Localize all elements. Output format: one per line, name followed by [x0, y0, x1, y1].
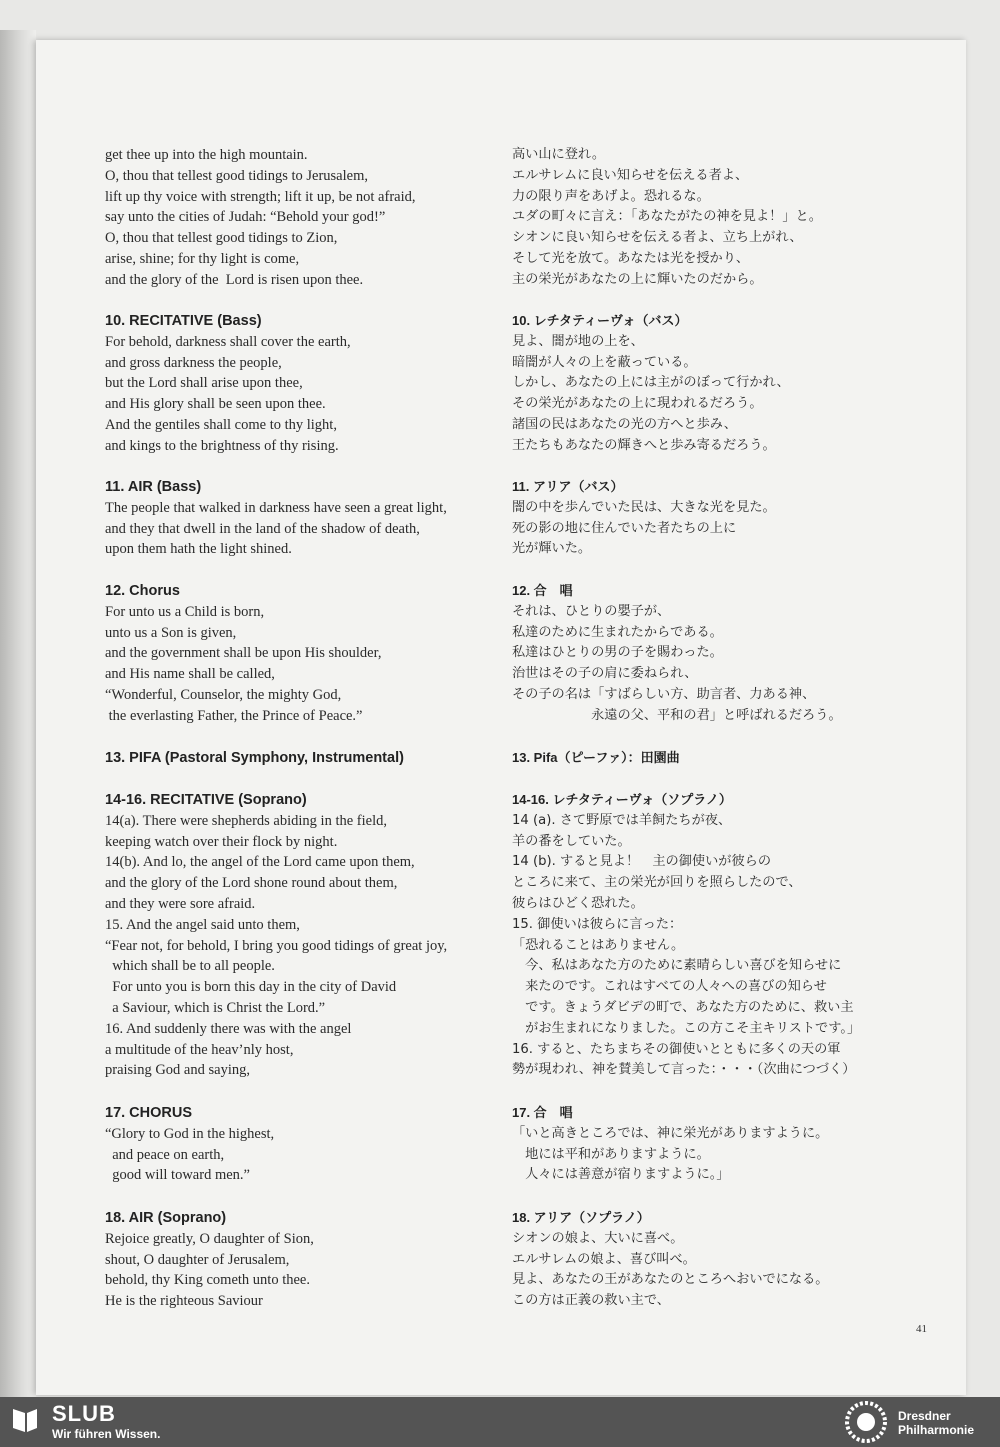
section-heading: 12. 合 唱 [512, 583, 573, 598]
library-name[interactable]: SLUB [52, 1401, 116, 1426]
text-line: behold, thy King cometh unto thee. [105, 1272, 310, 1289]
text-line: 14 (a). さて野原では羊飼たちが夜、 [512, 812, 732, 828]
text-line: upon them hath the light shined. [105, 541, 292, 558]
text-line: 王たちもあなたの輝きへと歩み寄るだろう。 [512, 437, 776, 453]
partner-name[interactable] [898, 1409, 974, 1437]
text-line: 14(b). And lo, the angel of the Lord came upon them, [105, 854, 415, 871]
text-line: 地には平和がありますように。 [512, 1146, 710, 1162]
section-heading: 18. AIR (Soprano) [105, 1210, 227, 1226]
text-line: and the government shall be upon His shoulder, [105, 645, 382, 662]
text-line: 見よ、闇が地の上を、 [512, 333, 644, 349]
section-heading: 17. 合 唱 [512, 1105, 573, 1120]
text-line: say unto the cities of Judah: “Behold your god!” [105, 209, 386, 226]
text-line: and gross darkness the people, [105, 354, 282, 371]
text-line: which shall be to all people. [105, 958, 275, 975]
library-tagline: Wir führen Wissen. [52, 1427, 161, 1441]
text-line: この方は正義の救い主で、 [512, 1293, 670, 1309]
text-line: 私達のために生まれたからである。 [512, 624, 723, 640]
section-heading: 11. アリア（バス） [512, 479, 624, 494]
section-s11 [105, 477, 500, 560]
section-s18 [105, 1208, 500, 1312]
text-line: 14(a). There were shepherds abiding in the field, [105, 812, 387, 829]
text-line: 高い山に登れ。 [512, 147, 606, 162]
partner-name-line1: Dresdner [898, 1409, 951, 1423]
text-line: and the glory of the Lord shone round about them, [105, 875, 398, 892]
text-line: です。きょうダビデの町で、あなた方のために、救い主 [512, 999, 854, 1015]
text-line: “Glory to God in the highest, [105, 1125, 275, 1142]
text-line: good will toward men.” [105, 1167, 250, 1184]
text-line: For unto us a Child is born, [105, 603, 265, 620]
text-line: 彼らはひどく恐れた。 [512, 895, 644, 911]
section-heading: 12. Chorus [105, 583, 180, 599]
slub-logo-icon [10, 1405, 40, 1435]
text-line: しかし、あなたの上には主がのぼって行かれ、 [512, 375, 790, 391]
section-heading: 10. レチタティーヴォ（バス） [512, 313, 688, 328]
text-line: a Saviour, which is Christ the Lord.” [105, 999, 326, 1016]
section-s11 [512, 477, 912, 560]
section-heading: 10. RECITATIVE (Bass) [105, 313, 262, 329]
text-line: O, thou that tellest good tidings to Zion, [105, 230, 338, 247]
text-line: For behold, darkness shall cover the earth, [105, 333, 351, 350]
text-line: シオンに良い知らせを伝える者よ、立ち上がれ、 [512, 230, 803, 246]
text-line: and they were sore afraid. [105, 895, 256, 912]
text-line: keeping watch over their flock by night. [105, 833, 338, 850]
section-heading: 14-16. RECITATIVE (Soprano) [105, 792, 307, 808]
text-line: unto us a Son is given, [105, 624, 237, 641]
text-line: 永遠の父、平和の君」と呼ばれるだろう。 [512, 707, 842, 723]
book-spine [0, 30, 36, 1400]
text-line: 今、私はあなた方のために素晴らしい喜びを知らせに [512, 958, 842, 974]
text-line: and peace on earth, [105, 1146, 225, 1163]
text-line: 闇の中を歩んでいた民は、大きな光を見た。 [512, 499, 776, 515]
text-line: それは、ひとりの嬰子が、 [512, 603, 671, 619]
text-line: がお生まれになりました。この方こそ主キリストです。」 [512, 1020, 861, 1036]
text-line: get thee up into the high mountain. [105, 147, 308, 163]
text-line: 見よ、あなたの王があなたのところへおいでになる。 [512, 1272, 829, 1288]
section-heading: 11. AIR (Bass) [105, 479, 202, 495]
text-line: 15. 御使いは彼らに言った： [512, 916, 683, 932]
text-line: a multitude of the heav’nly host, [105, 1041, 294, 1058]
footer-bar [0, 1397, 1000, 1447]
text-line: praising God and saying, [105, 1062, 250, 1079]
text-line: lift up thy voice with strength; lift it up, be not afraid, [105, 188, 416, 205]
text-line: エルサレムに良い知らせを伝える者よ、 [512, 167, 749, 183]
text-line: 14 (b). すると見よ！ 主の御使いが彼らの [512, 854, 772, 870]
section-s10 [512, 311, 912, 457]
section-heading: 14-16. レチタティーヴォ（ソプラノ） [512, 792, 732, 807]
text-line: 16. すると、たちまちその御使いとともに多くの天の軍 [512, 1041, 841, 1057]
text-line: その栄光があなたの上に現われるだろう。 [512, 396, 763, 412]
section-heading: 13. Pifa（ピーファ）：田園曲 [512, 750, 680, 765]
text-line: 勢が現われ、神を賛美して言った：・・・（次曲につづく） [512, 1062, 856, 1078]
text-line: 人々には善意が宿りますように。」 [512, 1167, 730, 1183]
section-s14 [512, 790, 912, 1081]
text-line: and kings to the brightness of thy rising. [105, 437, 339, 454]
text-line: シオンの娘よ、大いに喜べ。 [512, 1230, 684, 1246]
text-line: その子の名は「すばらしい方、助言者、力ある神、 [512, 686, 816, 702]
text-line: 来たのです。これはすべての人々への喜びの知らせ [512, 979, 827, 995]
section-s17 [512, 1103, 912, 1186]
section-intro [105, 145, 500, 291]
section-s12 [105, 581, 500, 727]
text-line: 「恐れることはありません。 [512, 937, 685, 953]
page-number: 41 [916, 1323, 927, 1335]
text-line: 諸国の民はあなたの光の方へと歩み、 [512, 416, 737, 432]
text-line: 死の影の地に住んでいた者たちの上に [512, 520, 737, 536]
text-line: 光が輝いた。 [512, 541, 592, 557]
text-line: and His name shall be called, [105, 666, 275, 683]
section-intro [512, 145, 912, 291]
text-line: and the glory of the Lord is risen upon thee. [105, 271, 364, 288]
text-line: 「いと高きところでは、神に栄光がありますように。 [512, 1125, 829, 1141]
text-line: 16. And suddenly there was with the angel [105, 1020, 352, 1037]
section-heading: 18. アリア（ソプラノ） [512, 1210, 650, 1225]
text-line: the everlasting Father, the Prince of Peace.” [105, 707, 363, 724]
text-line: ところに来て、主の栄光が回りを照らしたので、 [512, 875, 802, 891]
text-line: 私達はひとりの男の子を賜わった。 [512, 645, 723, 661]
text-line: 力の限り声をあげよ。恐れるな。 [512, 188, 710, 204]
section-s18 [512, 1208, 912, 1312]
section-s10 [105, 311, 500, 457]
text-line: そして光を放て。あなたは光を授かり、 [512, 250, 750, 266]
text-line: “Wonderful, Counselor, the mighty God, [105, 686, 342, 703]
section-heading: 13. PIFA (Pastoral Symphony, Instrumental) [105, 750, 404, 766]
text-line: and His glory shall be seen upon thee. [105, 396, 326, 413]
text-line: 暗闇が人々の上を蔽っている。 [512, 354, 697, 370]
section-s13 [105, 748, 500, 769]
section-s13 [512, 748, 912, 769]
text-line: エルサレムの娘よ、喜び叫べ。 [512, 1251, 696, 1267]
text-line: 主の栄光があなたの上に輝いたのだから。 [512, 271, 763, 287]
text-line: 羊の番をしていた。 [512, 833, 631, 849]
text-line: O, thou that tellest good tidings to Jerusalem, [105, 167, 368, 184]
text-line: shout, O daughter of Jerusalem, [105, 1251, 290, 1268]
text-line: For unto you is born this day in the city of David [105, 979, 397, 996]
text-line: “Fear not, for behold, I bring you good tidings of great joy, [105, 937, 448, 954]
text-line: but the Lord shall arise upon thee, [105, 375, 303, 392]
philharmonie-logo-icon [845, 1401, 887, 1443]
text-line: 治世はその子の肩に委ねられ、 [512, 666, 698, 682]
text-line: Rejoice greatly, O daughter of Sion, [105, 1230, 314, 1247]
text-line: 15. And the angel said unto them, [105, 916, 300, 933]
text-line: He is the righteous Saviour [105, 1293, 263, 1310]
text-line: and they that dwell in the land of the shadow of death, [105, 520, 420, 537]
section-heading: 17. CHORUS [105, 1105, 193, 1121]
section-s17 [105, 1103, 500, 1186]
section-s14 [105, 790, 500, 1081]
partner-name-line2: Philharmonie [898, 1423, 975, 1437]
text-line: And the gentiles shall come to thy light, [105, 416, 337, 433]
text-line: ユダの町々に言え：「あなたがたの神を見よ！」と。 [512, 209, 822, 225]
section-s12 [512, 581, 912, 727]
text-line: arise, shine; for thy light is come, [105, 250, 300, 267]
text-line: The people that walked in darkness have seen a great light, [105, 499, 447, 516]
